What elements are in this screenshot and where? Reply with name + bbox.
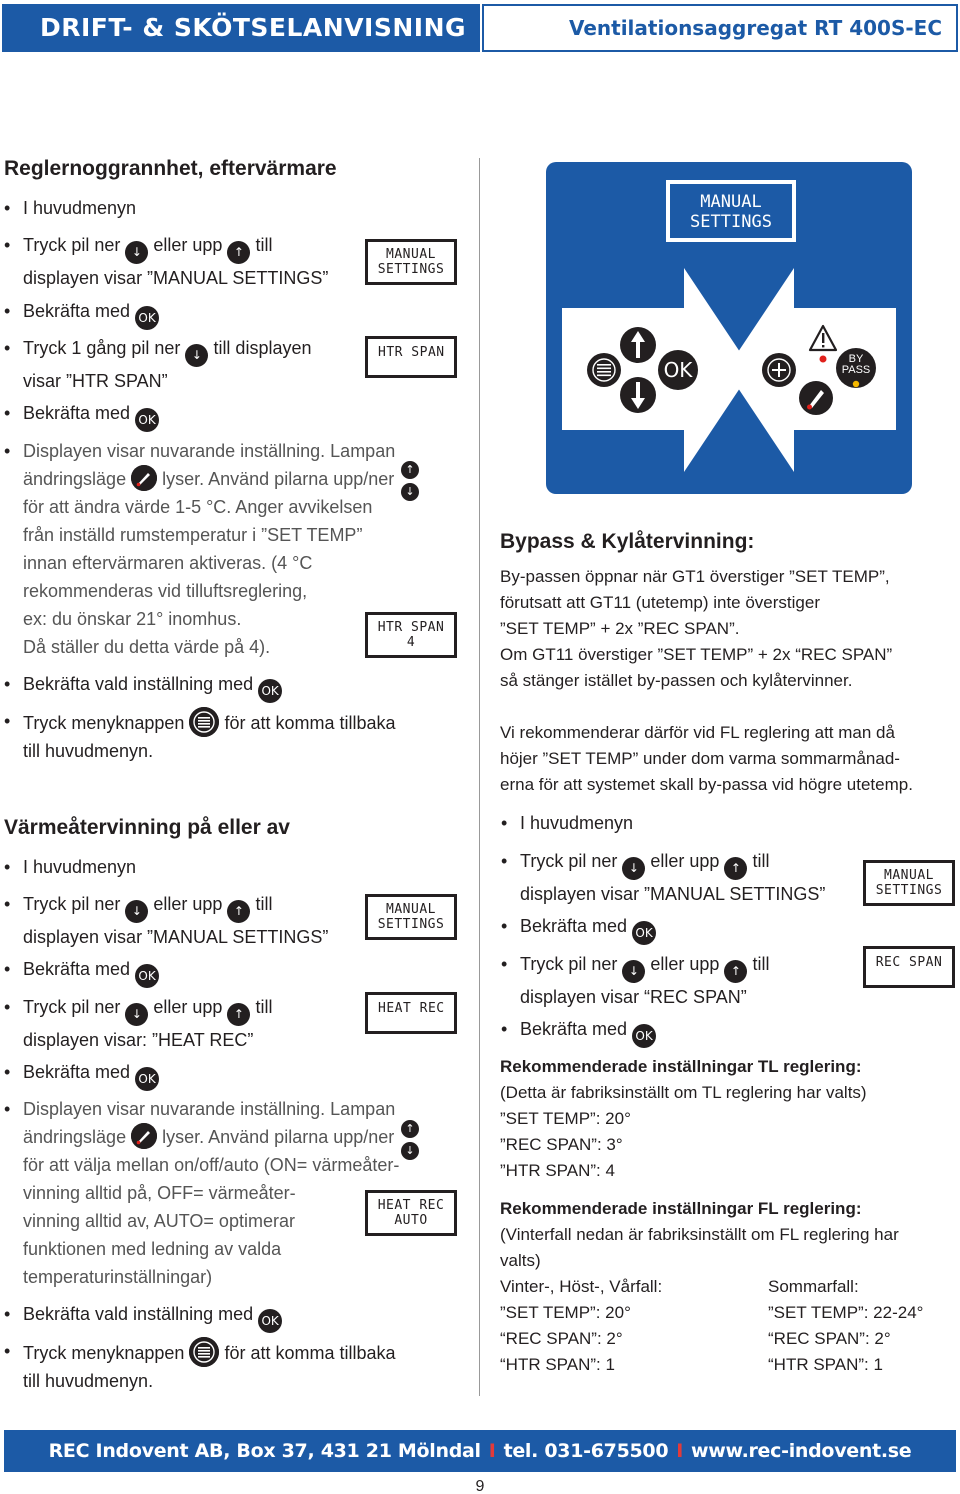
arrow-up-icon: ↑ — [227, 1003, 250, 1026]
column-divider — [479, 158, 480, 1396]
lcd-manual-settings: MANUAL SETTINGS — [365, 239, 457, 285]
s1-bullet-3: • Bekräfta med OK — [23, 297, 159, 330]
bypass-paragraph-1: By-passen öppnar när GT1 överstiger ”SET TEMP”, förutsatt att GT11 (utetemp) inte överstiger ”SET TEMP” + 2x ”REC SPAN”. Om GT11 överstiger ”SET TEMP” + 2x “REC SPAN” så stänger istället by-passen och kylåtervinner. — [500, 567, 893, 690]
s2-bullet-7: • Bekräfta vald inställning med OK — [23, 1300, 282, 1333]
arrow-up-icon: ↑ — [401, 1120, 419, 1138]
s2-bullet-8: • Tryck menyknappen för att komma tillbaka till huvudmenyn. — [23, 1337, 443, 1395]
arrow-up-icon: ↑ — [227, 241, 250, 264]
ok-icon: OK — [258, 1309, 282, 1333]
footer-phone: tel. 031-675500 — [503, 1440, 669, 1462]
s1-bullet-5: • Bekräfta med OK — [23, 399, 159, 432]
up-down-arrows — [401, 457, 421, 501]
arrow-down-icon: ↓ — [622, 857, 645, 880]
up-down-arrows-2 — [401, 1116, 421, 1160]
edit-mode-pen-icon — [131, 465, 157, 491]
header-title: DRIFT- & SKÖTSELANVISNING — [2, 4, 480, 52]
ok-icon: OK — [135, 1067, 159, 1091]
s1-bullet-6: • Displayen visar nuvarande inställning. Lampan ändringsläge lyser. Använd pilarna upp/ner för att ändra värde 1-5 °C. Anger avvikelsen från inställd rumstemperatur i ”SET TEMP” innan eftervärmaren aktiveras. (4 °C rekommenderas vid tilluftsreglering, ex: du önskar 21° inomhus. Då ställer du detta värde på 4). — [4, 441, 396, 657]
lcd-heat-rec: HEAT REC — [365, 992, 457, 1034]
fl-summer: Sommarfall: ”SET TEMP”: 22-24° “REC SPAN”: 2° “HTR SPAN”: 1 — [768, 1277, 924, 1374]
footer-website[interactable]: www.rec-indovent.se — [691, 1440, 912, 1462]
control-panel-illustration — [546, 162, 912, 494]
s1-bullet-8: • Tryck menyknappen för att komma tillbaka till huvudmenyn. — [23, 707, 443, 765]
s1-bullet-2: • Tryck pil ner ↓ eller upp ↑ till displayen visar ”MANUAL SETTINGS” — [4, 235, 329, 288]
panel-display: MANUAL SETTINGS — [666, 180, 796, 242]
page-number: 9 — [475, 1478, 485, 1494]
fl-winter: Vinter-, Höst-, Vårfall: ”SET TEMP”: 20° “REC SPAN”: 2° “HTR SPAN”: 1 — [500, 1277, 663, 1374]
r-bullet-5: • Bekräfta med OK — [520, 1015, 656, 1048]
r-bullet-1: • I huvudmenyn — [501, 813, 634, 833]
arrow-down-icon: ↓ — [125, 900, 148, 923]
r-bullet-4: • Tryck pil ner ↓ eller upp ↑ till displayen visar “REC SPAN” — [501, 954, 770, 1007]
arrow-down-icon: ↓ — [622, 960, 645, 983]
tl-recommendations: Rekommenderade inställningar TL reglering: (Detta är fabriksinställt om TL reglering har valts) ”SET TEMP”: 20° ”REC SPAN”: 3° ”HTR SPAN”: 4 — [500, 1057, 867, 1180]
section1-title: Reglernoggrannhet, eftervärmare — [4, 157, 337, 180]
s1-bullet-4: • Tryck 1 gång pil ner ↓ till displayen visar ”HTR SPAN” — [4, 338, 312, 391]
arrow-up-icon: ↑ — [227, 900, 250, 923]
footer-separator: I — [676, 1440, 684, 1462]
arrow-up-icon: ↑ — [401, 461, 419, 479]
ok-icon: OK — [135, 306, 159, 330]
ok-icon: OK — [135, 408, 159, 432]
ok-icon: OK — [135, 964, 159, 988]
s2-bullet-6: • Displayen visar nuvarande inställning. Lampan ändringsläge lyser. Använd pilarna upp/ner för att välja mellan on/off/auto (ON= värmeåter- vinning alltid på, OFF= värmeåter- vinning alltid av, AUTO= optimerar funktionen med ledning av valda temperaturinställningar) — [4, 1099, 400, 1287]
fl-recommendations: Rekommenderade inställningar FL reglering: (Vinterfall nedan är fabriksinställt om FL reglering har valts) — [500, 1199, 899, 1270]
lcd-htr-span-4: HTR SPAN 4 — [365, 612, 457, 658]
s2-bullet-4: • Tryck pil ner ↓ eller upp ↑ till displayen visar: ”HEAT REC” — [4, 997, 273, 1050]
arrow-up-icon: ↑ — [724, 960, 747, 983]
s1-bullet-1: • I huvudmenyn — [4, 198, 137, 218]
footer-separator: I — [488, 1440, 496, 1462]
lcd-heat-rec-auto: HEAT REC AUTO — [365, 1190, 457, 1236]
arrow-down-icon: ↓ — [185, 344, 208, 367]
s2-bullet-5: • Bekräfta med OK — [23, 1058, 159, 1091]
ok-icon: OK — [632, 1024, 656, 1048]
ok-icon: OK — [632, 921, 656, 945]
ok-icon: OK — [258, 679, 282, 703]
bypass-title: Bypass & Kylåtervinning: — [500, 530, 755, 553]
footer-company: REC Indovent AB, Box 37, 431 21 Mölndal — [48, 1440, 481, 1462]
arrow-down-icon: ↓ — [125, 241, 148, 264]
lcd-manual-settings-3: MANUAL SETTINGS — [863, 860, 955, 906]
bypass-paragraph-2: Vi rekommenderar därför vid FL reglering att man då höjer ”SET TEMP” under dom varma sommarmånad- erna för att systemet skall by-passa vid högre utetemp. — [500, 723, 913, 794]
menu-icon — [189, 1337, 219, 1367]
s2-bullet-3: • Bekräfta med OK — [23, 955, 159, 988]
arrow-down-icon: ↓ — [125, 1003, 148, 1026]
arrow-up-icon: ↑ — [724, 857, 747, 880]
lcd-htr-span: HTR SPAN — [365, 336, 457, 378]
r-bullet-3: • Bekräfta med OK — [520, 912, 656, 945]
header-product: Ventilationsaggregat RT 400S-EC — [482, 4, 958, 52]
lcd-manual-settings-2: MANUAL SETTINGS — [365, 894, 457, 940]
arrow-down-icon: ↓ — [401, 1142, 419, 1160]
footer-bar — [4, 1430, 956, 1472]
arrow-down-icon: ↓ — [401, 483, 419, 501]
lcd-rec-span: REC SPAN — [863, 946, 955, 988]
panel-bypass-button: BY PASS — [841, 353, 871, 376]
section2-title: Värmeåtervinning på eller av — [4, 816, 290, 839]
menu-icon — [189, 707, 219, 737]
s2-bullet-2: • Tryck pil ner ↓ eller upp ↑ till displayen visar ”MANUAL SETTINGS” — [4, 894, 329, 947]
s1-bullet-7: • Bekräfta vald inställning med OK — [23, 670, 282, 703]
s2-bullet-1: • I huvudmenyn — [4, 857, 137, 877]
panel-ok-button: OK — [663, 358, 693, 382]
r-bullet-2: • Tryck pil ner ↓ eller upp ↑ till displayen visar ”MANUAL SETTINGS” — [501, 851, 826, 904]
edit-mode-pen-icon — [131, 1123, 157, 1149]
